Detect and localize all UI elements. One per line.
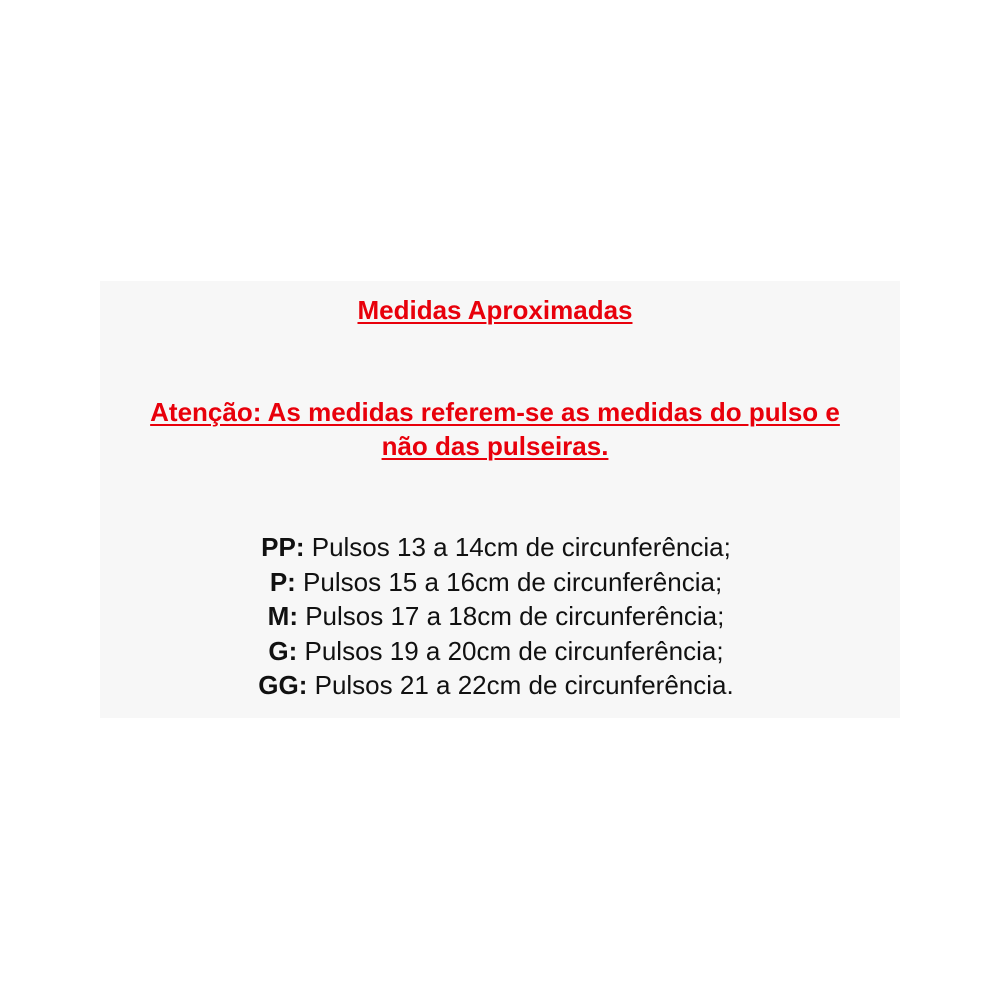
size-description: Pulsos 13 a 14cm de circunferência; xyxy=(304,532,731,562)
size-item-p xyxy=(100,565,892,600)
warning-line-2: não das pulseiras. xyxy=(381,431,609,461)
size-description: Pulsos 15 a 16cm de circunferência; xyxy=(295,566,723,597)
size-description: Pulsos 19 a 20cm de circunferência; xyxy=(297,635,724,666)
size-item-g xyxy=(100,634,892,669)
size-description: Pulsos 17 a 18cm de circunferência; xyxy=(297,601,725,631)
size-description: Pulsos 21 a 22cm de circunferência. xyxy=(307,670,734,700)
size-item-pp xyxy=(100,530,892,565)
size-label: PP: xyxy=(261,532,305,562)
size-label: G: xyxy=(268,635,298,666)
size-label: M: xyxy=(267,601,298,631)
size-item-m xyxy=(100,599,892,634)
size-label: P: xyxy=(269,566,296,597)
size-label: GG: xyxy=(258,670,308,700)
warning-line-1: Atenção: As medidas referem-se as medidas do pulso e xyxy=(150,397,840,427)
page-title: Medidas Aproximadas xyxy=(357,295,633,325)
size-list xyxy=(100,530,892,703)
size-item-gg xyxy=(100,668,892,703)
warning-notice xyxy=(100,395,890,463)
